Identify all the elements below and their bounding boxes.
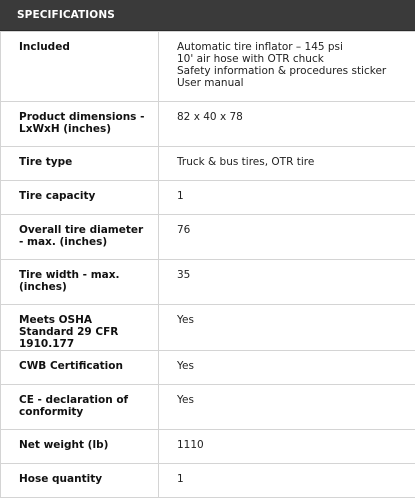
spec-row-hose-quantity (1, 464, 415, 498)
spec-value (159, 305, 415, 351)
spec-value-line: Yes (177, 314, 194, 326)
spec-label: Tire width - max. (inches) (1, 260, 159, 305)
spec-value (159, 147, 415, 181)
spec-row-tire-diameter (1, 215, 415, 260)
spec-label: Product dimensions - LxWxH (inches) (1, 102, 159, 147)
spec-label: Tire type (1, 147, 159, 181)
spec-label: CWB Certification (1, 351, 159, 385)
spec-row-tire-width (1, 260, 415, 305)
spec-value-line: 1 (177, 190, 184, 202)
spec-value-line: Yes (177, 394, 194, 406)
spec-value-line: 35 (177, 269, 191, 281)
spec-value (159, 351, 415, 385)
spec-value-line: Safety information & procedures sticker (177, 65, 387, 77)
spec-value (159, 464, 415, 498)
specifications-table (0, 31, 415, 498)
spec-label: Overall tire diameter - max. (inches) (1, 215, 159, 260)
spec-row-included (1, 32, 415, 102)
spec-row-ce (1, 385, 415, 430)
spec-value-line: Yes (177, 360, 194, 372)
spec-value (159, 385, 415, 430)
spec-value-line: 10' air hose with OTR chuck (177, 53, 324, 65)
spec-value-line: Automatic tire inflator – 145 psi (177, 41, 343, 53)
spec-label: Tire capacity (1, 181, 159, 215)
spec-value (159, 102, 415, 147)
spec-row-cwb (1, 351, 415, 385)
spec-value (159, 260, 415, 305)
spec-value-line: Truck & bus tires, OTR tire (177, 156, 315, 168)
spec-label: Hose quantity (1, 464, 159, 498)
spec-value (159, 430, 415, 464)
spec-label: CE - declaration of conformity (1, 385, 159, 430)
spec-value-line: 82 x 40 x 78 (177, 111, 243, 123)
spec-value-line: 1 (177, 473, 184, 485)
spec-row-dimensions (1, 102, 415, 147)
spec-label: Included (1, 32, 159, 102)
spec-value (159, 215, 415, 260)
spec-label: Meets OSHA Standard 29 CFR 1910.177 (1, 305, 159, 351)
spec-value (159, 181, 415, 215)
spec-value (159, 32, 415, 102)
spec-value-line: 76 (177, 224, 191, 236)
spec-row-tire-type (1, 147, 415, 181)
spec-row-tire-capacity (1, 181, 415, 215)
spec-value-line: 1110 (177, 439, 204, 451)
spec-value-line: User manual (177, 77, 244, 89)
spec-row-osha (1, 305, 415, 351)
spec-label: Net weight (lb) (1, 430, 159, 464)
specifications-header: SPECIFICATIONS (0, 0, 415, 31)
spec-row-net-weight (1, 430, 415, 464)
